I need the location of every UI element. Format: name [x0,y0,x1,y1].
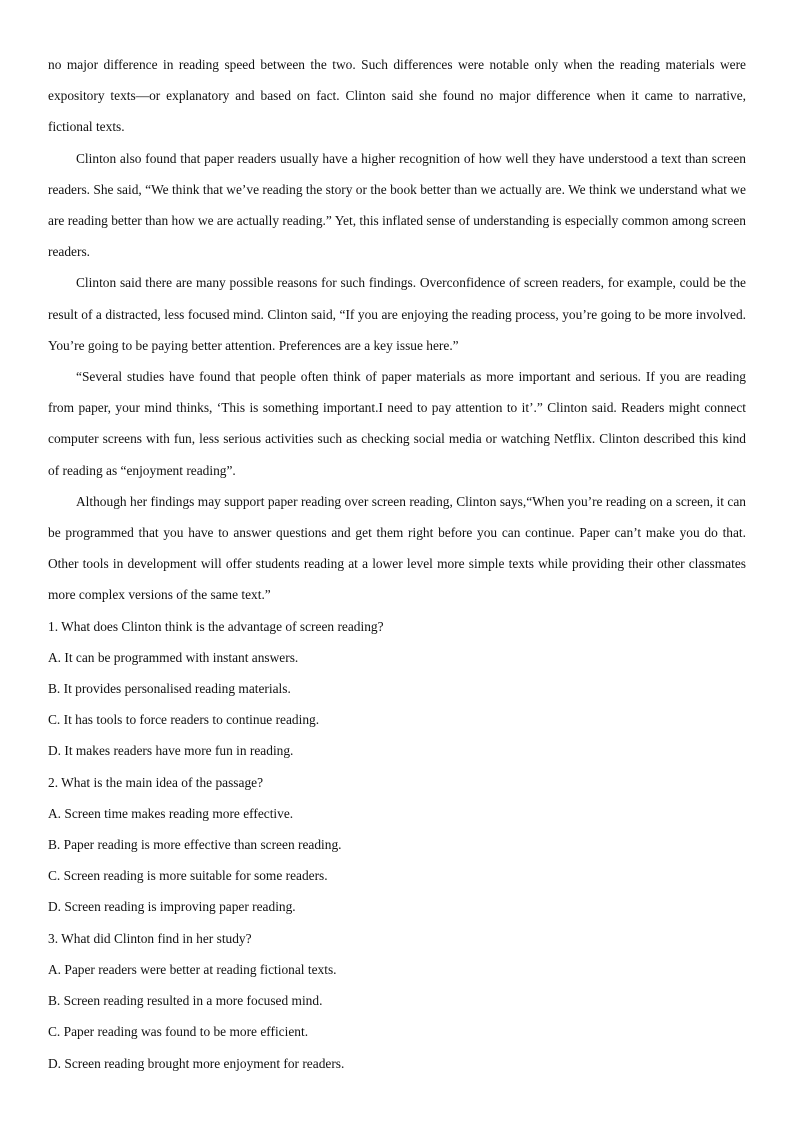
question-3 [48,923,746,1079]
passage-paragraph-5: Although her findings may support paper reading over screen reading, Clinton says,“When you’re reading on a screen, it can be programmed that you have to answer questions and get them right before you can continue. Paper can’t make you do that. Other tools in development will offer students reading at a lower level more simple texts while providing their other classmates more complex versions of the same text.” [48,493,746,603]
question-3-option-b: B. Screen reading resulted in a more focused mind. [48,993,323,1009]
question-3-option-c: C. Paper reading was found to be more efficient. [48,1024,309,1040]
question-1-option-b: B. It provides personalised reading materials. [48,681,291,697]
question-2-option-d: D. Screen reading is improving paper reading. [48,899,296,915]
question-2-option-c: C. Screen reading is more suitable for some readers. [48,868,328,884]
passage-paragraph-4: “Several studies have found that people often think of paper materials as more important and serious. If you are reading from paper, your mind thinks, ‘This is something important.I need to pay attention to it’.” Clinton said. Readers might connect computer screens with fun, less serious activities such as checking social media or watching Netflix. Clinton described this kind of reading as “enjoyment reading”. [48,369,746,478]
question-1-option-c: C. It has tools to force readers to continue reading. [48,712,320,728]
question-1-option-a: A. It can be programmed with instant answers. [48,649,299,665]
document-page [48,49,746,1079]
question-2-option-b: B. Paper reading is more effective than screen reading. [48,837,342,853]
passage [48,49,746,611]
passage-paragraph-3: Clinton said there are many possible reasons for such findings. Overconfidence of screen readers, for example, could be the result of a distracted, less focused mind. Clinton said, “If you are enjoying the reading process, you’re going to be more involved. You’re going to be paying better attention. Preferences are a key issue here.” [48,275,746,353]
question-1-option-d: D. It makes readers have more fun in reading. [48,743,294,759]
question-2-title: 2. What is the main idea of the passage? [48,774,264,790]
passage-paragraph-1: no major difference in reading speed between the two. Such differences were notable only when the reading materials were expository texts—or explanatory and based on fact. Clinton said she found no major difference when it came to narrative, fictional texts. [48,57,746,135]
question-1-title: 1. What does Clinton think is the advantage of screen reading? [48,618,384,634]
question-2-option-a: A. Screen time makes reading more effective. [48,805,294,821]
question-2 [48,767,746,923]
question-3-option-a: A. Paper readers were better at reading fictional texts. [48,961,337,977]
question-1 [48,611,746,767]
questions-section [48,611,746,1079]
question-3-title: 3. What did Clinton find in her study? [48,930,252,946]
question-3-option-d: D. Screen reading brought more enjoyment for readers. [48,1055,345,1071]
passage-paragraph-2: Clinton also found that paper readers usually have a higher recognition of how well they have understood a text than screen readers. She said, “We think that we’ve reading the story or the book better than we actually are. We think we understand what we are reading better than how we are actually reading.” Yet, this inflated sense of understanding is especially common among screen readers. [48,150,746,260]
